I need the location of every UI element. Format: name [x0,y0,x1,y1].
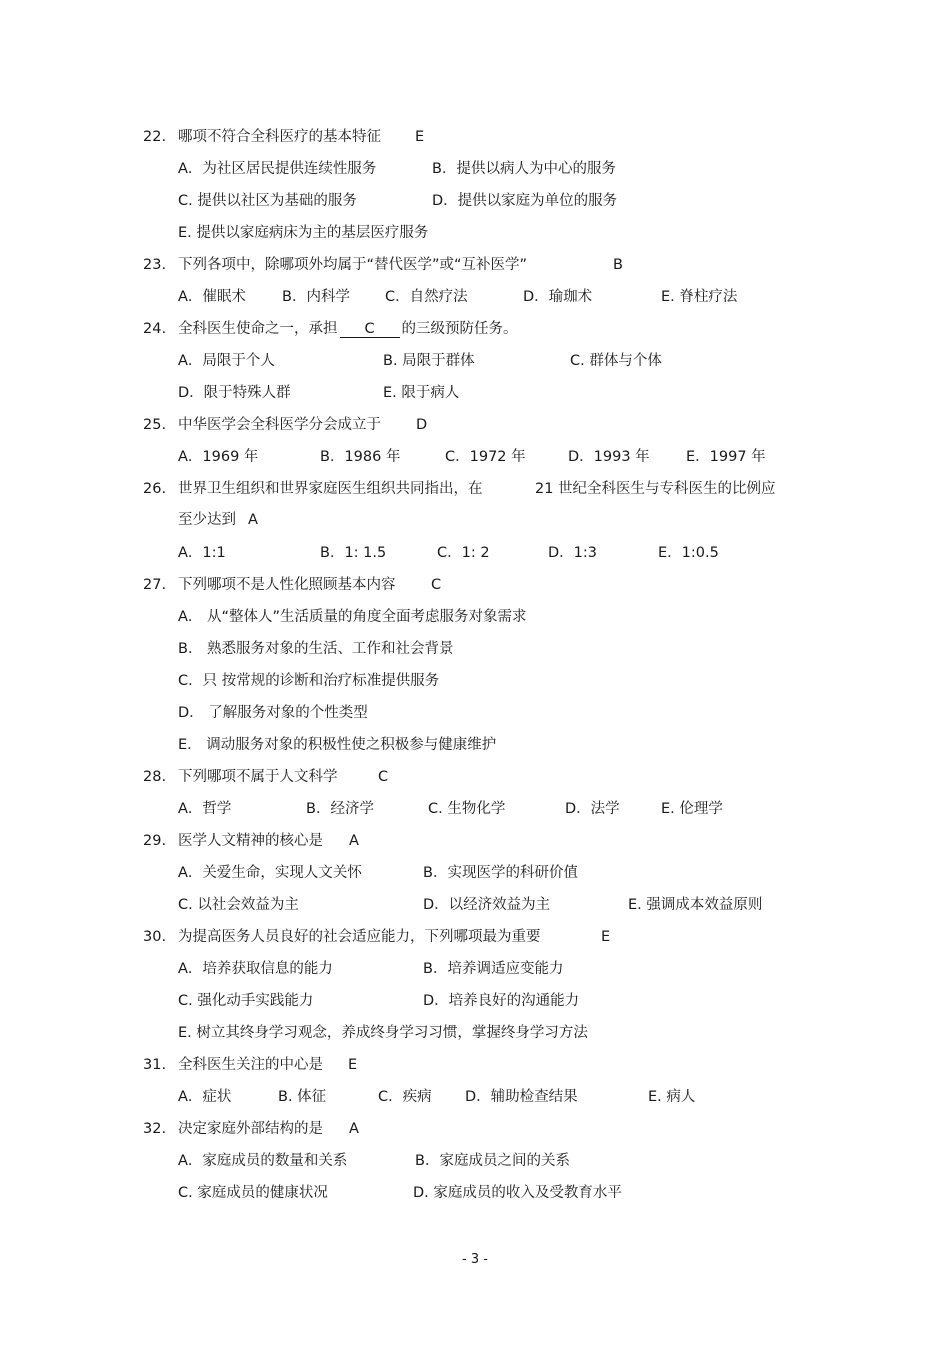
option: A．为社区居民提供连续性服务 [178,161,377,177]
option: C．1: 2 [437,545,490,561]
question-stem: 全科医生关注的中心是 [178,1057,323,1073]
option: B．实现医学的科研价值 [423,865,578,881]
option: A．症状 [178,1089,232,1105]
question-stem: 下列哪项不是人性化照顾基本内容 [178,577,396,593]
answer-key: C [378,769,389,785]
question-number: 23. [143,257,167,273]
question-number: 27. [143,577,167,593]
option: D．辅助检查结果 [465,1089,578,1105]
stem-part: 的三级预防任务。 [401,321,518,337]
option: C．自然疗法 [385,289,468,305]
option: E. 树立其终身学习观念，养成终身学习习惯，掌握终身学习方法 [178,1025,588,1041]
option: D．1993 年 [568,449,650,465]
option: E. 脊柱疗法 [661,289,738,305]
question-stem: 下列各项中，除哪项外均属于“替代医学”或“互补医学” [178,257,528,273]
option: D．1:3 [548,545,598,561]
option: C．1972 年 [445,449,526,465]
question-number: 28. [143,769,167,785]
question-stem: 医学人文精神的核心是 [178,833,323,849]
option: B. 体征 [278,1089,327,1105]
option: A．家庭成员的数量和关系 [178,1153,348,1169]
option: D．瑜珈术 [523,289,593,305]
answer-key: D [416,417,428,433]
option: D．限于特殊人群 [178,385,291,401]
option: C. 群体与个体 [570,353,662,369]
option: C．只 按常规的诊断和治疗标准提供服务 [178,673,440,689]
question-number: 22. [143,129,167,145]
option: E. 强调成本效益原则 [628,897,763,913]
option: D．法学 [565,801,620,817]
option: B．培养调适应变能力 [423,961,564,977]
option: A． 从“整体人”生活质量的角度全面考虑服务对象需求 [178,609,527,625]
question-stem [178,320,518,338]
question-stem-continued: 至少达到 [178,512,236,528]
question-number: 31. [143,1057,167,1073]
question-stem: 世界卫生组织和世界家庭医生组织共同指出，在 [178,481,483,497]
option: E. 限于病人 [383,385,460,401]
option: B． 熟悉服务对象的生活、工作和社会背景 [178,641,454,657]
option: C．疾病 [378,1089,432,1105]
question-number: 24. [143,321,167,337]
option: C. 强化动手实践能力 [178,993,314,1009]
option: A．1:1 [178,545,226,561]
option: D． 了解服务对象的个性类型 [178,705,368,721]
answer-key: C [431,577,442,593]
option: B．内科学 [282,289,350,305]
option: E．1997 年 [686,449,766,465]
answer-key: B [613,257,623,273]
option: E. 提供以家庭病床为主的基层医疗服务 [178,225,429,241]
question-number: 25. [143,417,167,433]
option: B．1: 1.5 [320,545,387,561]
option: E． 调动服务对象的积极性使之积极参与健康维护 [178,737,497,753]
answer-key: A [248,512,258,528]
question-number: 32. [143,1121,167,1137]
option: A．关爱生命，实现人文关怀 [178,865,362,881]
answer-key: E [348,1057,358,1073]
stem-part: 全科医生使命之一，承担 [178,321,338,337]
option: A．局限于个人 [178,353,275,369]
question-stem: 决定家庭外部结构的是 [178,1121,323,1137]
option: B. 局限于群体 [383,353,475,369]
option: A．催眠术 [178,289,246,305]
question-number: 26. [143,481,167,497]
option: A．1969 年 [178,449,259,465]
page-number: - 3 - [462,1252,488,1267]
question-stem: 中华医学会全科医学分会成立于 [178,417,381,433]
option: B．家庭成员之间的关系 [415,1153,570,1169]
option: C. 生物化学 [428,801,506,817]
option: C. 以社会效益为主 [178,897,299,913]
option: B．1986 年 [320,449,401,465]
question-number: 30. [143,929,167,945]
option: B．经济学 [306,801,374,817]
option: B．提供以病人为中心的服务 [432,161,616,177]
option: D. 家庭成员的收入及受教育水平 [413,1185,622,1201]
option: E．1:0.5 [658,545,719,561]
option: D．以经济效益为主 [423,897,551,913]
answer-key: A [349,833,359,849]
question-number: 29. [143,833,167,849]
option: C. 提供以社区为基础的服务 [178,193,357,209]
option: E. 病人 [648,1089,696,1105]
answer-key: E [601,929,611,945]
question-stem: 哪项不符合全科医疗的基本特征 [178,129,381,145]
option: A．哲学 [178,801,232,817]
answer-key: E [415,129,425,145]
question-stem: 下列哪项不属于人文科学 [178,769,338,785]
answer-key: A [349,1121,359,1137]
option: E. 伦理学 [661,801,723,817]
question-stem-continued: 21 世纪全科医生与专科医生的比例应 [535,481,776,497]
option: C. 家庭成员的健康状况 [178,1185,328,1201]
option: D．提供以家庭为单位的服务 [432,193,618,209]
option: A．培养获取信息的能力 [178,961,333,977]
answer-blank: C [340,322,400,338]
question-stem: 为提高医务人员良好的社会适应能力，下列哪项最为重要 [178,929,541,945]
option: D．培养良好的沟通能力 [423,993,580,1009]
